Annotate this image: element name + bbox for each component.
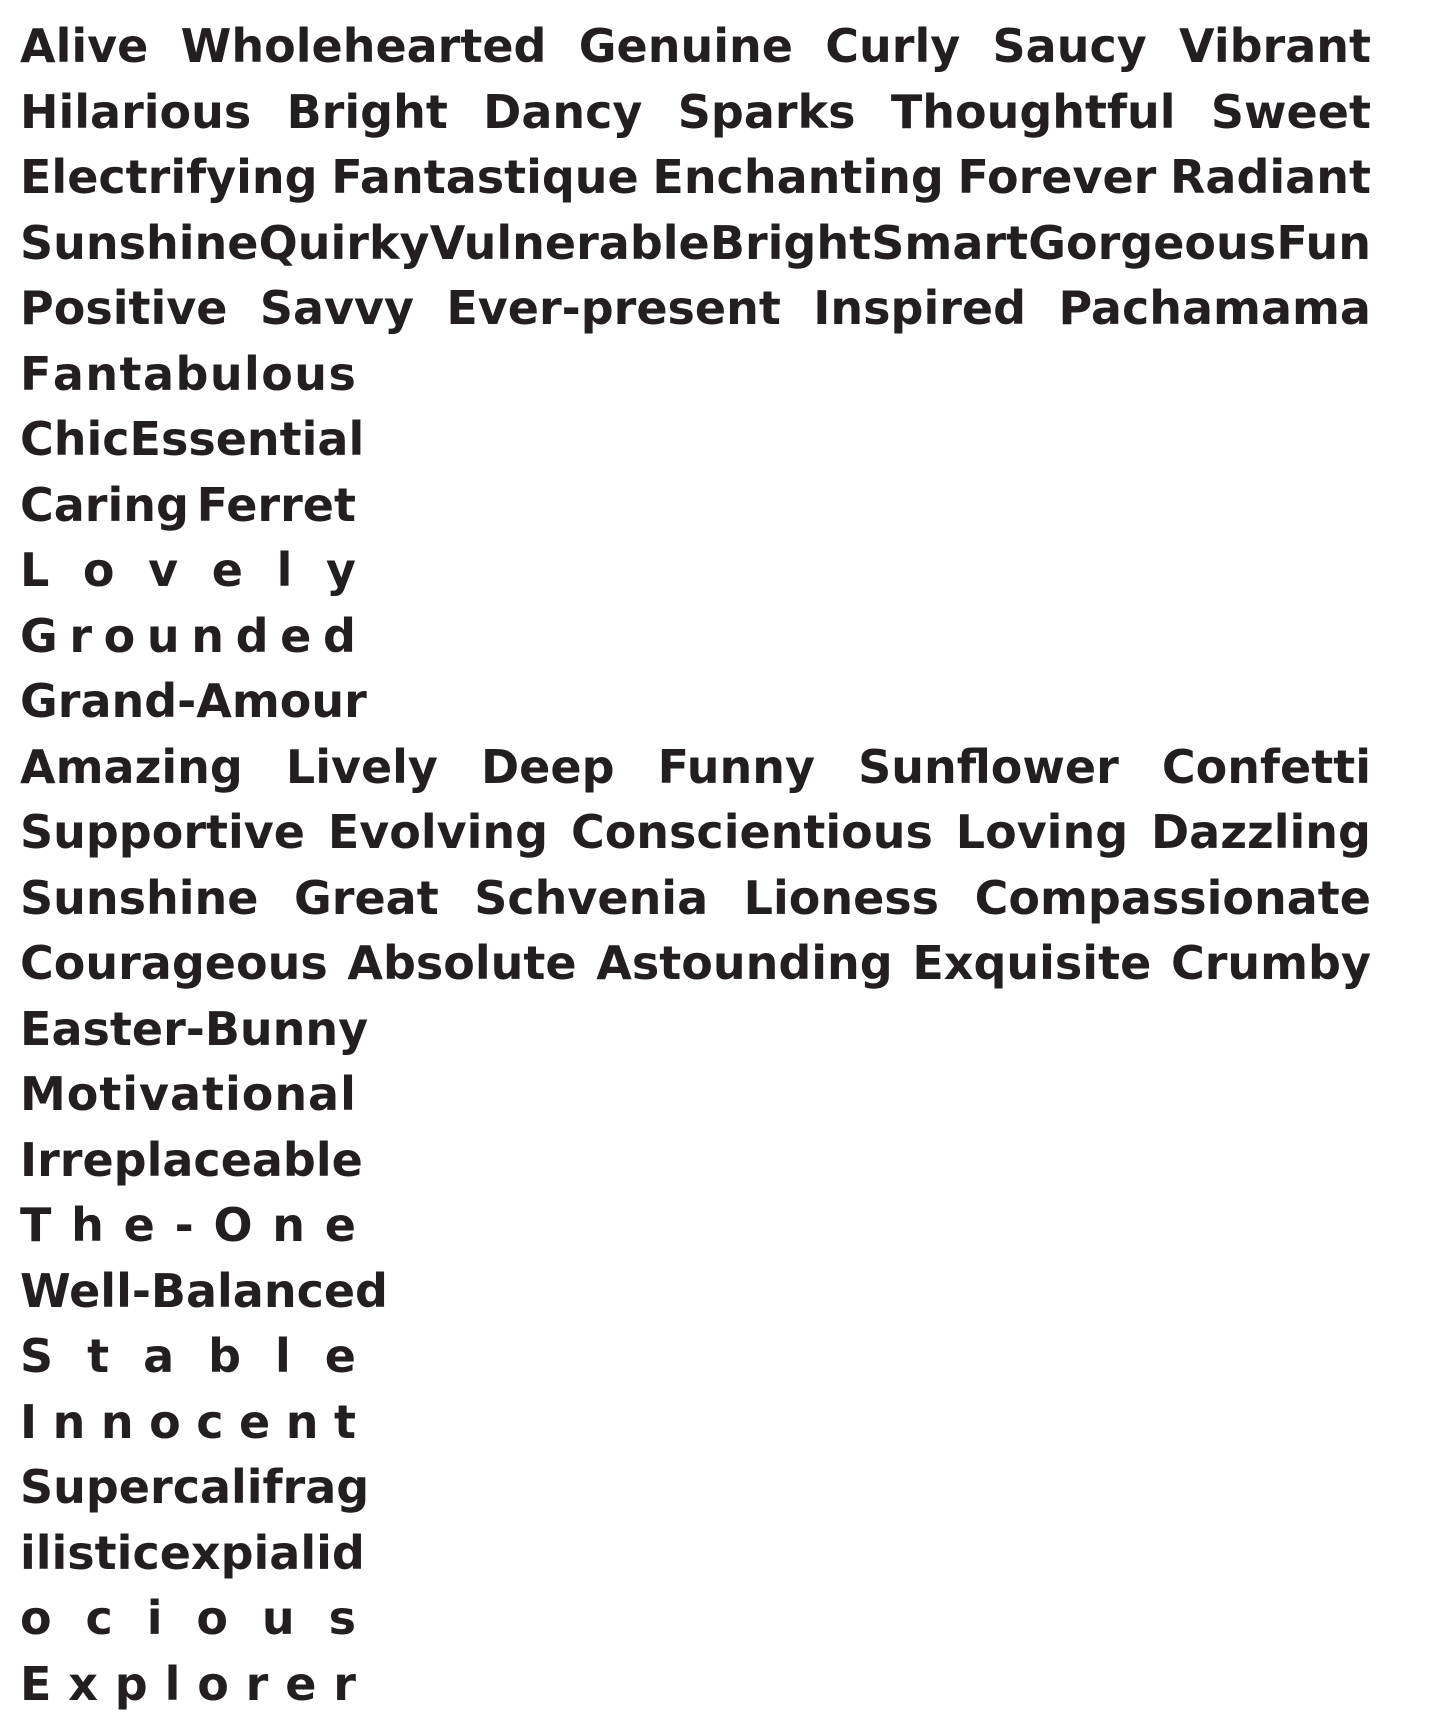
- word: o: [242, 1062, 274, 1128]
- word: n: [305, 997, 338, 1063]
- word: Enchanting: [652, 145, 943, 211]
- word: Caring: [20, 473, 189, 539]
- word: n: [286, 1390, 319, 1456]
- word: Inspired: [813, 276, 1026, 342]
- word: T: [20, 1193, 51, 1259]
- word: Curly: [825, 14, 960, 80]
- word: d: [323, 604, 356, 670]
- word: Gorgeous: [1028, 211, 1276, 277]
- word: c: [86, 1586, 113, 1652]
- word: Smart: [871, 211, 1028, 277]
- word: r: [69, 604, 92, 670]
- text-line: [20, 866, 1371, 932]
- word: e: [124, 1193, 155, 1259]
- word: i: [122, 1062, 138, 1128]
- word: u: [262, 1586, 295, 1652]
- word: Astounding: [596, 931, 892, 997]
- word: o: [261, 342, 293, 408]
- word: r: [163, 997, 186, 1063]
- word: u: [210, 342, 243, 408]
- word: Funny: [658, 735, 815, 801]
- text-line: [20, 407, 356, 473]
- word: e: [325, 1193, 356, 1259]
- word: a: [170, 1062, 201, 1128]
- word: a: [143, 342, 174, 408]
- word: Essential: [130, 407, 365, 473]
- word: h: [71, 1193, 104, 1259]
- word: t: [87, 1324, 109, 1390]
- text-line: [20, 604, 356, 670]
- word: p: [115, 1652, 148, 1717]
- word: Pachamama: [1058, 276, 1371, 342]
- word: Grand-Amour: [20, 669, 367, 735]
- word: Absolute: [347, 931, 576, 997]
- text-line: [20, 1062, 356, 1128]
- word: Supercalifrag: [20, 1455, 369, 1521]
- word: l: [277, 538, 293, 604]
- text-line: [20, 1193, 356, 1259]
- text-line: [20, 1586, 356, 1652]
- word: Irreplaceable: [20, 1128, 363, 1194]
- word: Quirky: [259, 211, 430, 277]
- word: Fantastique: [331, 145, 639, 211]
- word: n: [53, 1390, 86, 1456]
- word: l: [244, 342, 260, 408]
- text-line: [20, 538, 356, 604]
- text-line: [20, 211, 1371, 277]
- word: b: [175, 342, 208, 408]
- word: I: [20, 1390, 37, 1456]
- word: Vibrant: [1179, 14, 1371, 80]
- word: e: [239, 1390, 270, 1456]
- word: u: [147, 604, 180, 670]
- word: Thoughtful: [891, 80, 1176, 146]
- word: n: [191, 604, 224, 670]
- word: G: [20, 604, 58, 670]
- word: Schvenia: [474, 866, 708, 932]
- word: Sunshine: [20, 866, 258, 932]
- text-line: [20, 473, 356, 539]
- text-line: [20, 276, 1371, 342]
- word: o: [149, 1390, 181, 1456]
- word: Exquisite: [912, 931, 1151, 997]
- word: s: [328, 342, 355, 408]
- word: e: [285, 1652, 316, 1717]
- word: y: [338, 997, 368, 1063]
- word: t: [99, 1062, 121, 1128]
- word: u: [294, 342, 327, 408]
- word: Ferret: [197, 473, 356, 539]
- word: o: [67, 1062, 99, 1128]
- word: E: [20, 997, 51, 1063]
- text-line: [20, 1128, 356, 1194]
- word: r: [246, 1652, 269, 1717]
- word: Lioness: [744, 866, 939, 932]
- word: n: [272, 1193, 305, 1259]
- word: t: [202, 1062, 224, 1128]
- word: Conscientious: [571, 800, 933, 866]
- word: s: [82, 997, 109, 1063]
- word: Amazing: [20, 735, 243, 801]
- word: a: [308, 1062, 339, 1128]
- word: Sunshine: [20, 211, 258, 277]
- word: Hilarious: [20, 80, 251, 146]
- word: Bright: [287, 80, 448, 146]
- word: Savvy: [260, 276, 414, 342]
- word: e: [280, 604, 311, 670]
- text-line: [20, 342, 356, 408]
- word: l: [165, 1652, 181, 1717]
- word: Genuine: [579, 14, 793, 80]
- word: n: [274, 1062, 307, 1128]
- word: d: [236, 604, 269, 670]
- word: o: [83, 538, 115, 604]
- word: Evolving: [328, 800, 548, 866]
- text-line: [20, 997, 356, 1063]
- word: -: [186, 997, 205, 1063]
- word: E: [20, 1652, 51, 1717]
- word: Well-Balanced: [20, 1259, 388, 1325]
- word: Alive: [20, 14, 148, 80]
- word: B: [205, 997, 240, 1063]
- word: e: [132, 997, 163, 1063]
- text-line: [20, 800, 1371, 866]
- text-line: [20, 1521, 356, 1587]
- word: n: [101, 1390, 134, 1456]
- word: b: [208, 1324, 241, 1390]
- word: Crumby: [1171, 931, 1371, 997]
- word: Sparks: [678, 80, 856, 146]
- word: o: [196, 1586, 228, 1652]
- text-line: [20, 931, 1371, 997]
- text-line: [20, 669, 356, 735]
- word: t: [334, 1390, 356, 1456]
- word: Great: [294, 866, 439, 932]
- word: t: [120, 342, 142, 408]
- text-line: [20, 1259, 356, 1325]
- word: c: [196, 1390, 223, 1456]
- word: Ever-present: [446, 276, 781, 342]
- word: r: [333, 1652, 356, 1717]
- word: Deep: [481, 735, 615, 801]
- word: Courageous: [20, 931, 328, 997]
- word-document: [20, 14, 1371, 1717]
- word: n: [85, 342, 118, 408]
- word: e: [325, 1324, 356, 1390]
- word: v: [148, 538, 178, 604]
- word: Positive: [20, 276, 227, 342]
- word: Wholehearted: [181, 14, 547, 80]
- word: Confetti: [1162, 735, 1371, 801]
- word: Saucy: [993, 14, 1147, 80]
- word: x: [68, 1652, 98, 1717]
- word: O: [213, 1193, 252, 1259]
- word: Compassionate: [975, 866, 1371, 932]
- word: i: [147, 1586, 163, 1652]
- word: ilisticexpialid: [20, 1521, 365, 1587]
- word: L: [20, 538, 49, 604]
- text-line: [20, 145, 1371, 211]
- word: Forever: [957, 145, 1156, 211]
- word: o: [104, 604, 136, 670]
- word: Sweet: [1211, 80, 1371, 146]
- word: l: [340, 1062, 356, 1128]
- word: Fun: [1276, 211, 1371, 277]
- word: s: [329, 1586, 356, 1652]
- word: S: [20, 1324, 53, 1390]
- word: Electrifying: [20, 145, 318, 211]
- word: y: [326, 538, 356, 604]
- word: Bright: [710, 211, 871, 277]
- word: i: [225, 1062, 241, 1128]
- text-line: [20, 1324, 356, 1390]
- word: l: [275, 1324, 291, 1390]
- word: a: [51, 997, 82, 1063]
- text-line: [20, 80, 1371, 146]
- text-line: [20, 14, 1371, 80]
- text-line: [20, 1390, 356, 1456]
- text-line: [20, 1455, 356, 1521]
- word: Radiant: [1170, 145, 1371, 211]
- word: o: [197, 1652, 229, 1717]
- word: Lively: [286, 735, 438, 801]
- word: Chic: [20, 407, 130, 473]
- word: n: [273, 997, 306, 1063]
- word: v: [139, 1062, 169, 1128]
- word: -: [175, 1193, 194, 1259]
- word: Supportive: [20, 800, 305, 866]
- word: Sunflower: [858, 735, 1119, 801]
- word: Dazzling: [1151, 800, 1371, 866]
- text-line: [20, 1652, 356, 1717]
- word: M: [20, 1062, 66, 1128]
- word: a: [53, 342, 84, 408]
- text-line: [20, 735, 1371, 801]
- word: o: [20, 1586, 52, 1652]
- word: Vulnerable: [430, 211, 710, 277]
- word: Loving: [956, 800, 1128, 866]
- word: e: [212, 538, 243, 604]
- word: t: [110, 997, 132, 1063]
- word: a: [143, 1324, 174, 1390]
- word: F: [20, 342, 51, 408]
- word: u: [240, 997, 273, 1063]
- word: Dancy: [483, 80, 642, 146]
